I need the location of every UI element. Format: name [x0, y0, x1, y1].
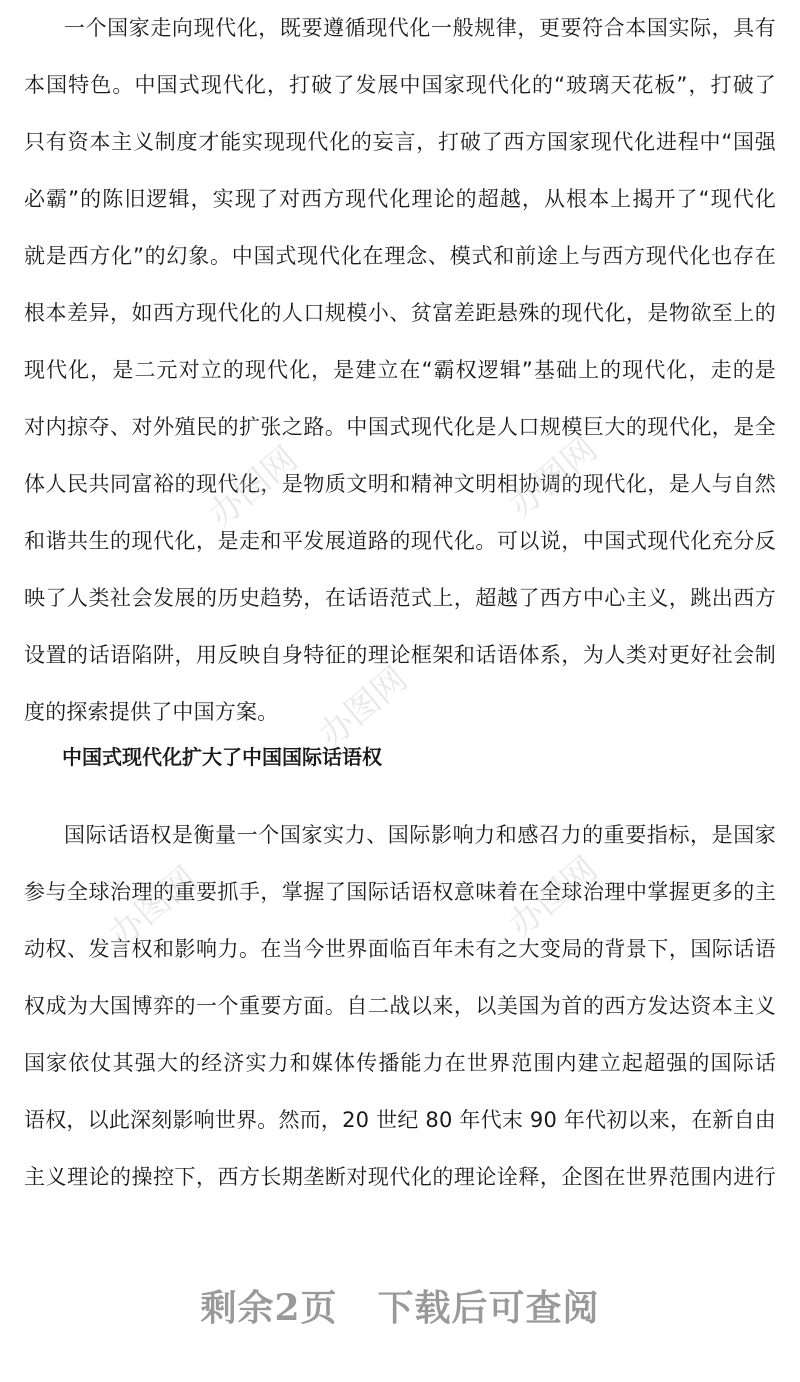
text-line: 必霸”的陈旧逻辑，实现了对西方现代化理论的超越，从根本上揭开了“现代化	[24, 187, 776, 211]
text-line: 本国特色。中国式现代化，打破了发展中国家现代化的“玻璃天花板”，打破了	[24, 73, 776, 97]
text-line: 映了人类社会发展的历史趋势，在话语范式上，超越了西方中心主义，跳出西方	[24, 586, 776, 610]
text-line: 主义理论的操控下，西方长期垄断对现代化的理论诠释，企图在世界范围内进行	[24, 1165, 776, 1189]
text-line: 语权，以此深刻影响世界。然而，20 世纪 80 年代末 90 年代初以来，在新自由	[24, 1108, 776, 1132]
download-to-view-label: 下载后可查阅	[377, 1287, 600, 1329]
text-line: 只有资本主义制度才能实现现代化的妄言，打破了西方国家现代化进程中“国强	[24, 130, 776, 154]
watermark: 办图网	[201, 439, 306, 536]
download-prompt[interactable]	[0, 1278, 800, 1338]
watermark: 办图网	[311, 659, 416, 756]
text-line: 根本差异，如西方现代化的人口规模小、贫富差距悬殊的现代化，是物欲至上的	[24, 301, 776, 325]
text-line: 和谐共生的现代化，是走和平发展道路的现代化。可以说，中国式现代化充分反	[24, 529, 776, 553]
watermark: 办图网	[501, 849, 606, 946]
paragraph-2	[24, 807, 776, 1206]
text-line: 就是西方化”的幻象。中国式现代化在理念、模式和前途上与西方现代化也存在	[24, 244, 776, 268]
paragraph-1	[24, 0, 776, 741]
text-line: 一个国家走向现代化，既要遵循现代化一般规律，更要符合本国实际，具有	[64, 16, 776, 40]
text-line: 权成为大国博弈的一个重要方面。自二战以来，以美国为首的西方发达资本主义	[24, 994, 776, 1018]
text-line: 对内掠夺、对外殖民的扩张之路。中国式现代化是人口规模巨大的现代化，是全	[24, 415, 776, 439]
text-line: 国际话语权是衡量一个国家实力、国际影响力和感召力的重要指标，是国家	[64, 823, 776, 847]
remaining-pages-label: 剩余2页	[200, 1287, 338, 1329]
watermark: 办图网	[101, 859, 206, 956]
text-line: 动权、发言权和影响力。在当今世界面临百年未有之大变局的背景下，国际话语	[24, 937, 776, 961]
text-line: 参与全球治理的重要抓手，掌握了国际话语权意味着在全球治理中掌握更多的主	[24, 880, 776, 904]
section-heading: 中国式现代化扩大了中国国际话语权	[62, 745, 382, 769]
text-line: 度的探索提供了中国方案。	[24, 700, 279, 724]
text-line: 国家依仗其强大的经济实力和媒体传播能力在世界范围内建立起超强的国际话	[24, 1051, 776, 1075]
text-line: 现代化，是二元对立的现代化，是建立在“霸权逻辑”基础上的现代化，走的是	[24, 358, 776, 382]
watermark: 办图网	[501, 429, 606, 526]
text-line: 体人民共同富裕的现代化，是物质文明和精神文明相协调的现代化，是人与自然	[24, 472, 776, 496]
text-line: 设置的话语陷阱，用反映自身特征的理论框架和话语体系，为人类对更好社会制	[24, 643, 776, 667]
